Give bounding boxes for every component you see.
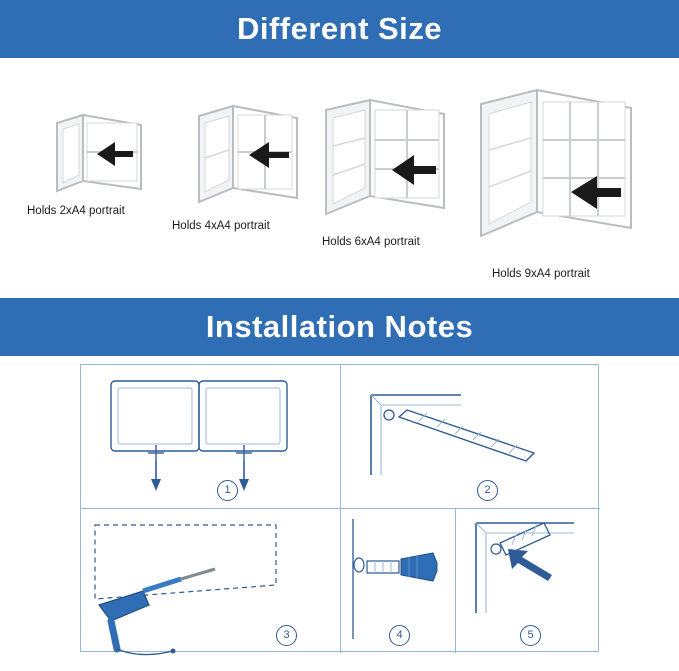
insert-wall-plug-icon	[341, 365, 600, 508]
step-number-2: 2	[477, 480, 498, 501]
install-step-1-cell	[81, 365, 340, 508]
frame-diagram-4xa4	[172, 82, 315, 232]
mark-mounting-holes-icon	[81, 365, 340, 508]
step-number-1: 1	[217, 480, 238, 501]
drill-wall-holes-icon	[81, 509, 340, 653]
install-step-3-cell	[81, 509, 340, 653]
install-step-2-cell	[341, 365, 600, 508]
frame-9xa4-icon	[465, 70, 650, 265]
different-size-banner: Different Size	[0, 0, 679, 58]
install-step-4-cell	[341, 509, 455, 653]
frame-caption-2xa4: Holds 2xA4 portrait	[27, 205, 125, 217]
different-size-section	[0, 58, 679, 298]
frame-diagram-2xa4	[27, 93, 155, 217]
frame-caption-4xa4: Holds 4xA4 portrait	[172, 220, 270, 232]
install-step-5-cell	[456, 509, 600, 653]
frame-6xa4-icon	[312, 78, 462, 233]
frame-diagram-6xa4	[312, 78, 462, 248]
step-number-3: 3	[276, 625, 297, 646]
frame-diagram-9xa4	[465, 70, 650, 280]
frame-caption-6xa4: Holds 6xA4 portrait	[322, 236, 420, 248]
step-number-5: 5	[520, 625, 541, 646]
frame-4xa4-icon	[185, 82, 315, 217]
installation-notes-banner: Installation Notes	[0, 298, 679, 356]
step-number-4: 4	[389, 625, 410, 646]
frame-caption-9xa4: Holds 9xA4 portrait	[492, 268, 590, 280]
installation-steps-grid	[80, 364, 599, 652]
frame-2xa4-icon	[45, 93, 155, 203]
